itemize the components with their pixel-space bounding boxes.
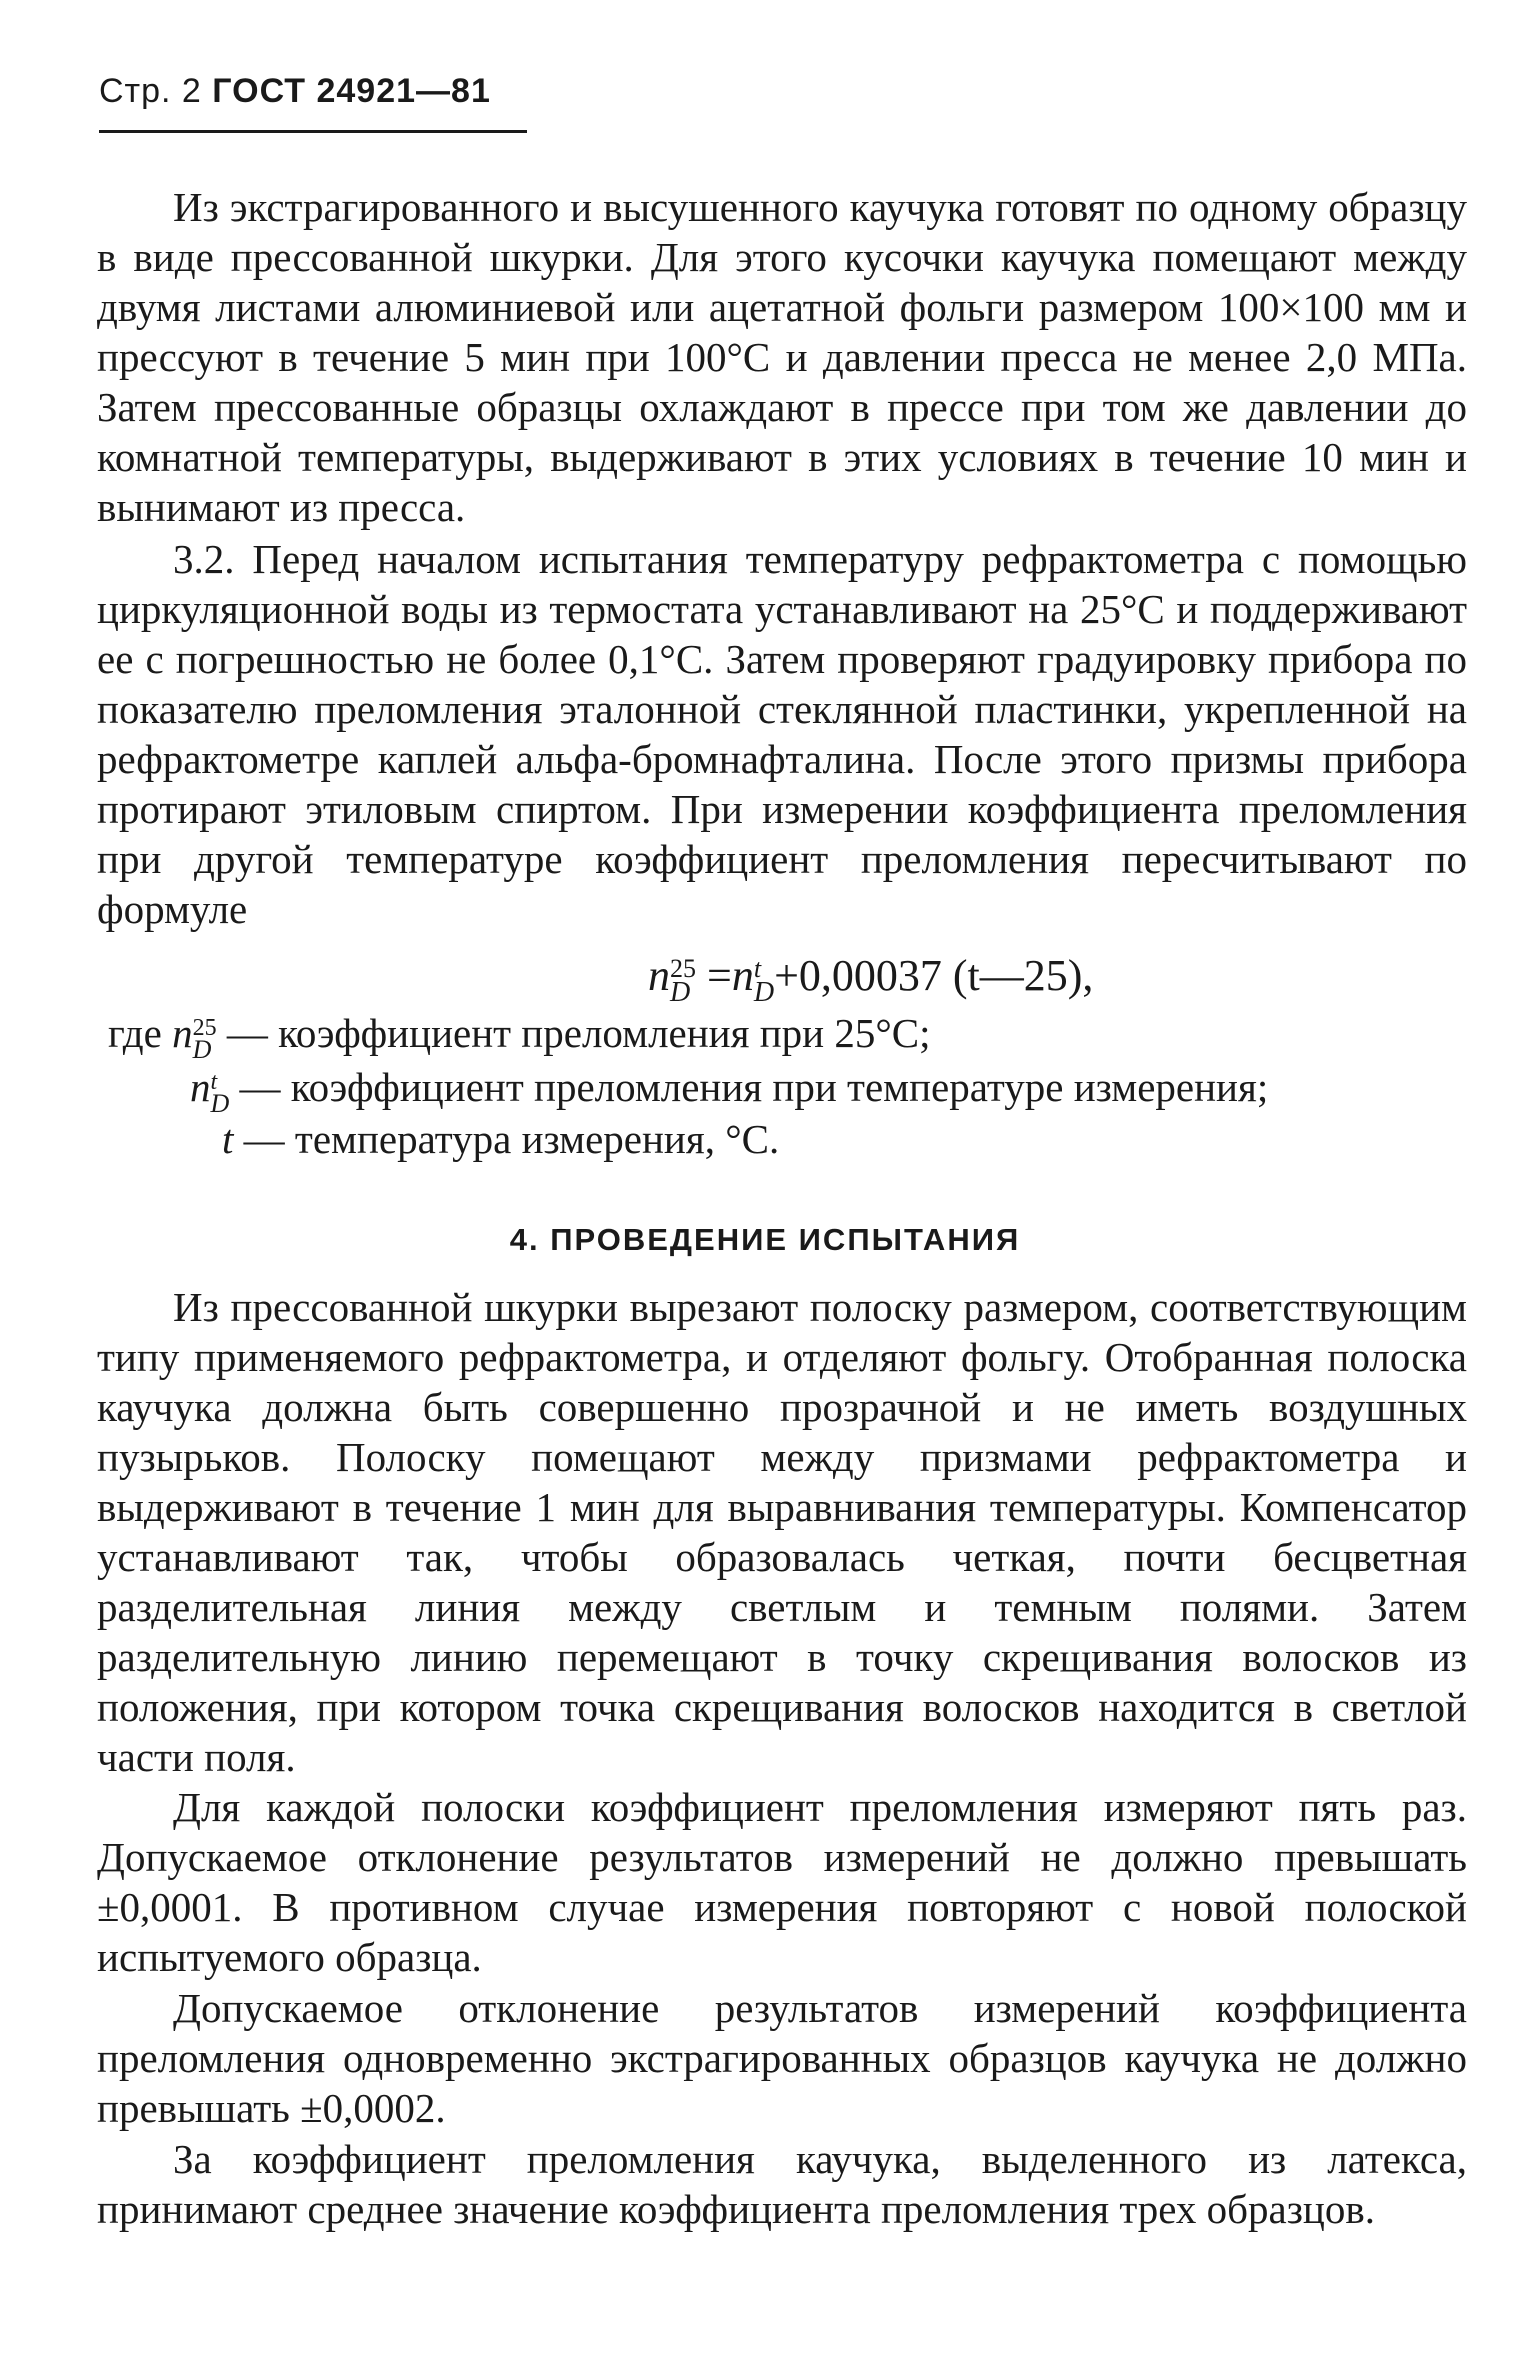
- legend-item2-sup: t: [210, 1068, 218, 1095]
- section-4-title: 4. ПРОВЕДЕНИЕ ИСПЫТАНИЯ: [509, 1222, 1021, 1257]
- legend-item2-sub: D: [210, 1088, 230, 1118]
- legend-item3-symbol: t: [222, 1116, 234, 1162]
- standard-code: ГОСТ 24921—81: [212, 72, 491, 110]
- legend-item2-text: — коэффициент преломления при температуре измерения;: [239, 1064, 1269, 1110]
- formula-lhs-sub: D: [670, 976, 691, 1008]
- formula-lhs-symbol: n: [648, 951, 670, 1000]
- page-header: [99, 72, 491, 111]
- paragraph-4-procedure: Из прессованной шкурки вырезают полоску размером, соответствующим типу применяемого рефрактометра, и отделяют фольгу. Отобранная полоска каучука должна быть совершенно прозрачной и не иметь воздушных пузырьков. Полоску помещают между призмами рефрактометра и выдерживают в течение 1 мин для выравнивания температуры. Компенсатор устанавливают так, чтобы образовалась четкая, почти бесцветная разделительная линия между светлым и темным полями. Затем разделительную линию перемещают в точку скрещивания волосков из положения, при котором точка скрещивания волосков находится в светлой части поля.: [97, 1284, 1467, 1780]
- legend-line-1: [108, 1008, 931, 1064]
- formula-rhs-sup: t: [753, 953, 762, 983]
- legend-item1-sup: 25: [192, 1014, 217, 1041]
- legend-item1-sub: D: [192, 1034, 212, 1064]
- paragraph-4-result: За коэффициент преломления каучука, выделенного из латекса, принимают среднее значение коэффициента преломления трех образцов.: [97, 2136, 1467, 2232]
- legend-item3-text: — температура измерения, °С.: [243, 1116, 780, 1162]
- legend-line-2: [190, 1062, 1269, 1118]
- paragraph-3-2: 3.2. Перед началом испытания температуру рефрактометра с помощью циркуляционной воды из термостата устанавливают на 25°С и поддерживают ее с погрешностью не более 0,1°С. Затем проверяют градуировку прибора по показателю преломления эталонной стеклянной пластинки, укрепленной на рефрактометре каплей альфа-бромнафталина. После этого призмы прибора протирают этиловым спиртом. При измерении коэффициента преломления при другой температуре коэффициент преломления пересчитывают по формуле: [97, 536, 1467, 932]
- formula-rhs-sub: D: [753, 976, 775, 1008]
- legend-item1-text: — коэффициент преломления при 25°С;: [226, 1010, 931, 1056]
- legend-item2-symbol: n: [190, 1064, 211, 1110]
- page-number: Стр. 2: [99, 72, 202, 110]
- formula-rhs-tail: +0,00037 (t—25),: [774, 951, 1094, 1000]
- legend-line-3: [222, 1114, 779, 1164]
- paragraph-4-repeat-measure: Для каждой полоски коэффициент преломления измеряют пять раз. Допускаемое отклонение результатов измерений не должно превышать ±0,0001. В противном случае измерения повторяют с новой полоской испытуемого образца.: [97, 1784, 1467, 1980]
- refraction-formula: n 25 D =n t D +0,00037 (t—25),: [648, 951, 1094, 1008]
- header-divider: [99, 130, 527, 133]
- legend-where: где: [108, 1010, 162, 1056]
- paragraph-sample-preparation: Из экстрагированного и высушенного каучука готовят по одному образцу в виде прессованной шкурки. Для этого кусочки каучука помещают между двумя листами алюминиевой или ацетатной фольги размером 100×100 мм и прессуют в течение 5 мин при 100°С и давлении пресса не менее 2,0 МПа. Затем прессованные образцы охлаждают в прессе при том же давлении до комнатной температуры, выдерживают в этих условиях в течение 10 мин и вынимают из пресса.: [97, 184, 1467, 530]
- legend-item1-symbol: n: [172, 1010, 193, 1056]
- formula-rhs-symbol: n: [731, 951, 754, 1000]
- paragraph-4-tolerance: Допускаемое отклонение результатов измерений коэффициента преломления одновременно экстрагированных образцов каучука не должно превышать ±0,0002.: [97, 1985, 1467, 2131]
- formula-lhs-sup: 25: [670, 953, 696, 983]
